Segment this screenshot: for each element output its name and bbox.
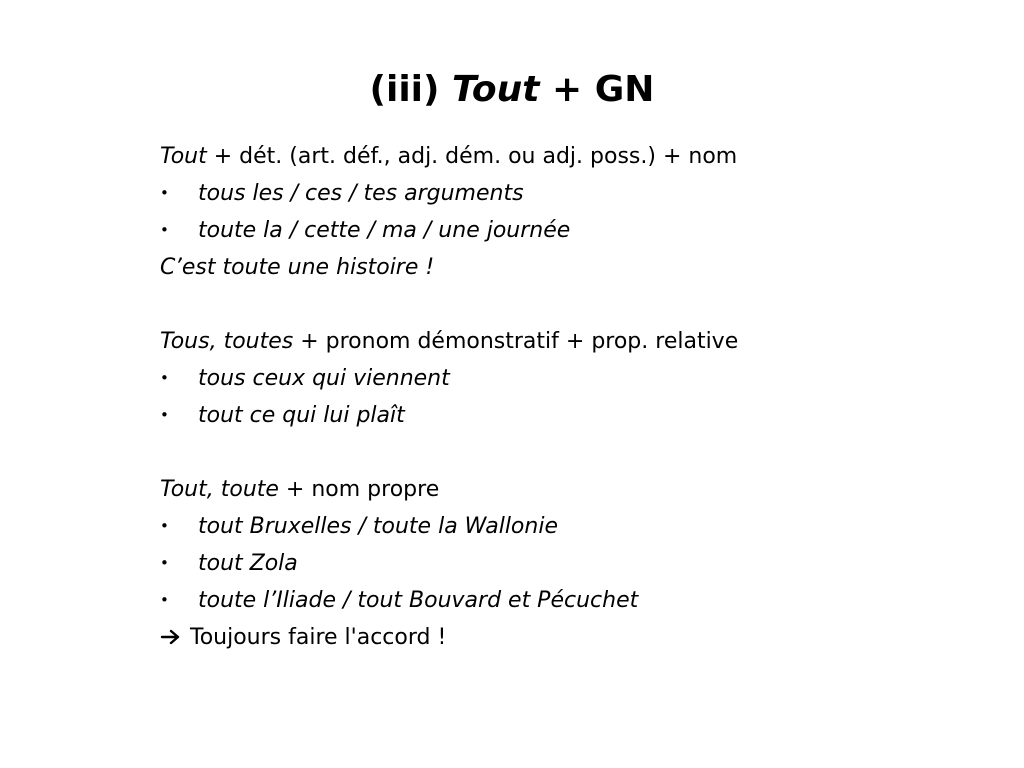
bullet-icon: • bbox=[160, 369, 169, 387]
list-item bbox=[160, 397, 960, 434]
bullet-icon: • bbox=[160, 517, 169, 535]
right-arrow-icon bbox=[160, 619, 182, 656]
bullet-icon: • bbox=[160, 591, 169, 609]
section-heading bbox=[160, 471, 960, 508]
list-item bbox=[160, 175, 960, 212]
heading-italic: Tout, toute bbox=[160, 477, 279, 502]
heading-rest: + dét. (art. déf., adj. dém. ou adj. poss.) + nom bbox=[206, 144, 738, 169]
list-item-text: tout Bruxelles / toute la Wallonie bbox=[198, 514, 558, 539]
list-item-text: tous ceux qui viennent bbox=[198, 366, 450, 391]
title-italic: Tout bbox=[452, 69, 540, 110]
list-item bbox=[160, 212, 960, 249]
title-prefix: (iii) bbox=[369, 69, 453, 110]
slide-title bbox=[0, 66, 1024, 114]
bullet-icon: • bbox=[160, 554, 169, 572]
example-text: C’est toute une histoire ! bbox=[160, 255, 435, 280]
section-heading bbox=[160, 323, 960, 360]
list-item bbox=[160, 508, 960, 545]
list-item-text: toute l’Iliade / tout Bouvard et Pécuchet bbox=[198, 588, 639, 613]
spacer bbox=[160, 286, 960, 323]
heading-italic: Tout bbox=[160, 144, 207, 169]
conclusion bbox=[160, 619, 960, 656]
conclusion-text: Toujours faire l'accord ! bbox=[190, 625, 447, 650]
list-item bbox=[160, 360, 960, 397]
list-item-text: tous les / ces / tes arguments bbox=[198, 181, 524, 206]
spacer bbox=[160, 434, 960, 471]
example-sentence bbox=[160, 249, 960, 286]
list-item-text: toute la / cette / ma / une journée bbox=[198, 218, 571, 243]
title-suffix: + GN bbox=[539, 69, 655, 110]
section-heading bbox=[160, 138, 960, 175]
list-item-text: tout ce qui lui plaît bbox=[198, 403, 405, 428]
bullet-icon: • bbox=[160, 406, 169, 424]
list-item-text: tout Zola bbox=[198, 551, 298, 576]
heading-rest: + pronom démonstratif + prop. relative bbox=[293, 329, 739, 354]
heading-rest: + nom propre bbox=[278, 477, 440, 502]
list-item bbox=[160, 545, 960, 582]
slide-body bbox=[160, 138, 960, 656]
bullet-icon: • bbox=[160, 221, 169, 239]
list-item bbox=[160, 582, 960, 619]
heading-italic: Tous, toutes bbox=[160, 329, 294, 354]
bullet-icon: • bbox=[160, 184, 169, 202]
